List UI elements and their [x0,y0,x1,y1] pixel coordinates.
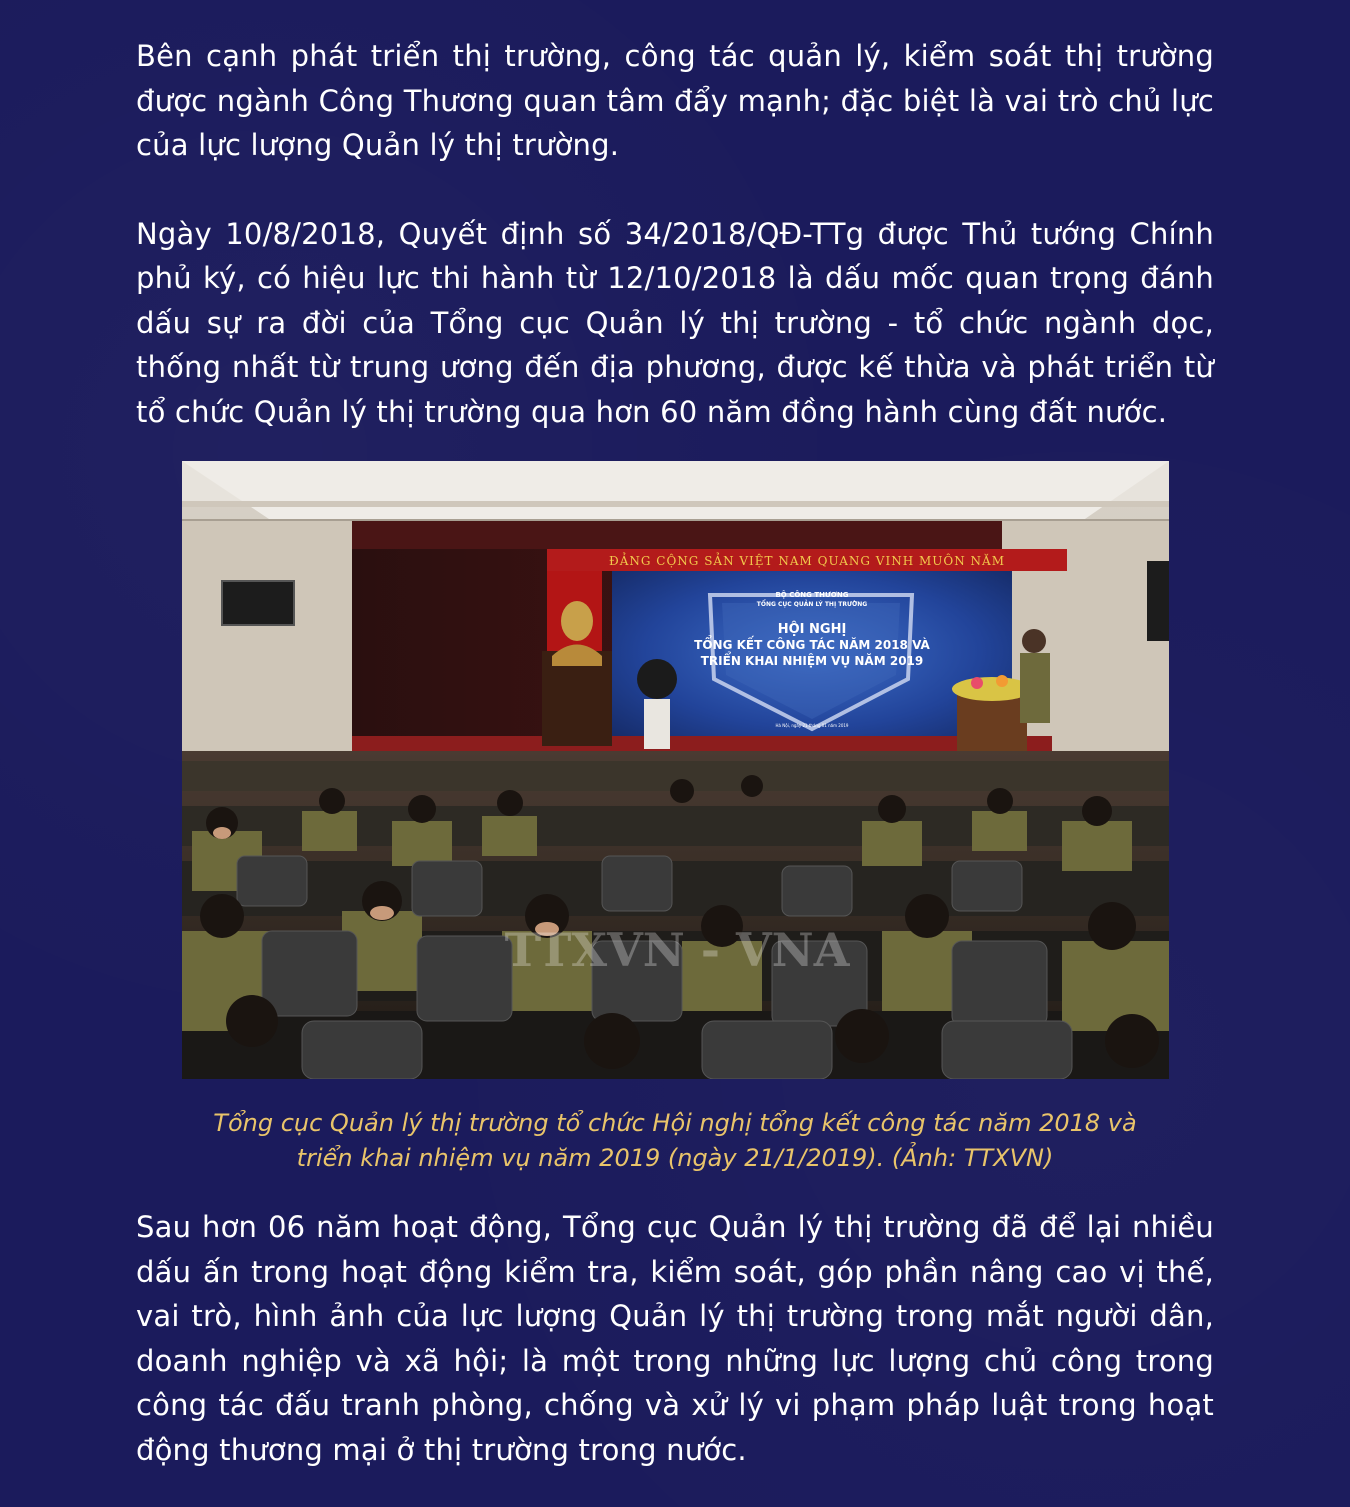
screen-date: Hà Nội, ngày 21 tháng 01 năm 2019 [775,723,849,728]
conference-photo-image [182,461,1169,1079]
paragraph-decision: Ngày 10/8/2018, Quyết định số 34/2018/QĐ-TTg được Thủ tướng Chính phủ ký, có hiệu lực thi hành từ 12/10/2018 là dấu mốc quan trọng đánh dấu sự ra đời của Tổng cục Quản lý thị trường - tổ chức ngành dọc, thống nhất từ trung ương đến địa phương, được kế thừa và phát triển từ tổ chức Quản lý thị trường qua hơn 60 năm đồng hành cùng đất nước. [136,216,1214,429]
screen-org-line1: BỘ CÔNG THƯƠNG [775,591,849,599]
paragraph-intro: Bên cạnh phát triển thị trường, công tác quản lý, kiểm soát thị trường được ngành Công Thương quan tâm đẩy mạnh; đặc biệt là vai trò chủ lực của lực lượng Quản lý thị trường. [136,39,1214,162]
screen-org-line2: TỔNG CỤC QUẢN LÝ THỊ TRƯỜNG [756,601,868,608]
article-bottom [136,1205,1214,1472]
photo-caption [160,1106,1190,1176]
stage-banner-text: ĐẢNG CỘNG SẢN VIỆT NAM QUANG VINH MUÔN NĂM [609,554,1005,568]
article-top [136,34,1214,434]
caption-line-2: triển khai nhiệm vụ năm 2019 (ngày 21/1/2019). (Ảnh: TTXVN) [296,1144,1054,1172]
screen-title-line3: TRIỂN KHAI NHIỆM VỤ NĂM 2019 [700,654,924,668]
screen-title-line1: HỘI NGHỊ [777,622,847,637]
caption-line-1: Tổng cục Quản lý thị trường tổ chức Hội nghị tổng kết công tác năm 2018 và [213,1109,1137,1137]
screen-title-line2: TỔNG KẾT CÔNG TÁC NĂM 2018 VÀ [694,638,930,652]
photo-watermark: TTXVN - VNA [504,923,850,977]
conference-photo [182,461,1169,1079]
paragraph-achievements: Sau hơn 06 năm hoạt động, Tổng cục Quản lý thị trường đã để lại nhiều dấu ấn trong hoạt động kiểm tra, kiểm soát, góp phần nâng cao vị thế, vai trò, hình ảnh của lực lượng Quản lý thị trường trong mắt người dân, doanh nghiệp và xã hội; là một trong những lực lượng chủ công trong công tác đấu tranh phòng, chống và xử lý vi phạm pháp luật trong hoạt động thương mại ở thị trường trong nước. [136,1210,1214,1467]
